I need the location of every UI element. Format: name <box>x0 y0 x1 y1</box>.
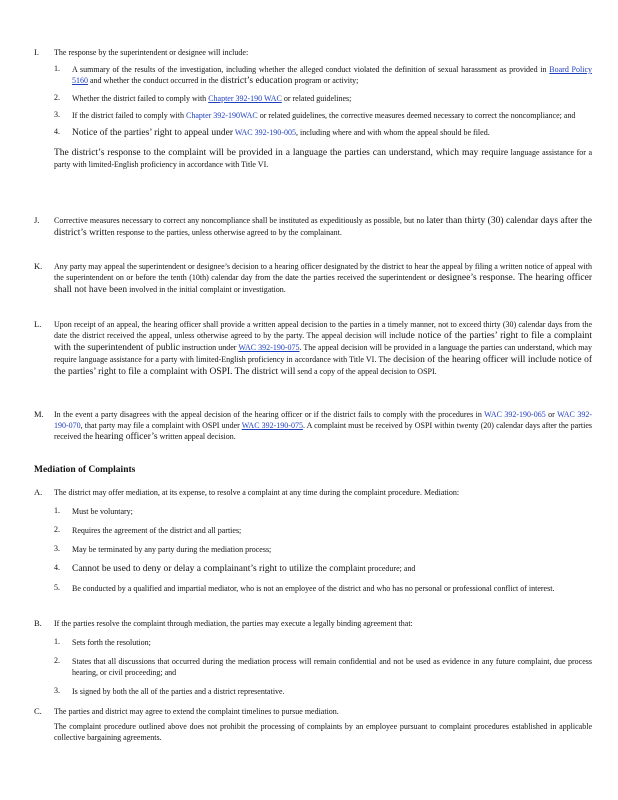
section-k <box>34 261 592 296</box>
section-text <box>54 706 592 743</box>
section-letter: M. <box>34 409 44 419</box>
text-run: If the district failed to comply with <box>72 111 186 120</box>
list-item <box>54 506 592 517</box>
section-text <box>54 409 592 443</box>
text-run: later than thirty (30) calendar days after the district’s writt <box>54 216 593 238</box>
section-letter: K. <box>34 261 43 271</box>
mediation-section-b <box>34 618 592 697</box>
text-run: esignee’s response. The hearing officer shall not have been <box>54 273 592 295</box>
section-letter: C. <box>34 706 42 716</box>
wac-reference: WAC 392-190-005 <box>233 128 296 137</box>
text-run: Cannot be used to deny or delay a complainant’s right to utilize the compla <box>72 564 358 574</box>
section-text <box>54 261 592 296</box>
text-run: A summary of the results of the investigation, including whether the alleged conduct violated the definition of sexual harassment as provided in <box>72 65 550 74</box>
item-text <box>72 127 592 139</box>
text-run: district’s education <box>220 76 293 86</box>
text-run: and whether the conduct occurred in the <box>88 76 221 85</box>
item-number: 3. <box>54 686 60 695</box>
wac-chapter-link[interactable]: Chapter 392-190 WAC <box>208 94 282 103</box>
list-item <box>54 544 592 555</box>
list-item <box>54 656 592 678</box>
list-item <box>54 637 592 648</box>
list-item <box>54 93 592 104</box>
mediation-section-c <box>34 706 592 743</box>
text-run: involved in the initial complaint or investigation. <box>127 285 286 294</box>
item-text: Is signed by both the all of the parties and a district representative. <box>72 687 285 696</box>
mediation-conditions <box>54 506 592 594</box>
text-run: The district’s response to the complaint will be provided in a language the parties can understand, which may require <box>54 148 509 158</box>
section-text: If the parties resolve the complaint through mediation, the parties may execute a legally binding agreement that: <box>54 619 413 628</box>
text-run: , including where and with whom the appeal should be filed. <box>295 128 490 137</box>
item-text: Must be voluntary; <box>72 507 133 516</box>
item-text: States that all discussions that occurred during the mediation process will remain confidential and not be used as evidence in any future complaint, due process hearing, or civil proceeding; and <box>72 657 592 677</box>
list-item <box>54 686 592 697</box>
text-run: send a copy of the appeal decision to OSPI. <box>295 367 437 376</box>
text-run: or related guidelines, the corrective measures deemed necessary to correct the noncompliance; and <box>257 111 576 120</box>
list-item <box>54 583 592 594</box>
text-run: int procedure; and <box>357 564 416 573</box>
item-text <box>72 93 592 104</box>
text-run: or <box>545 410 558 419</box>
item-text: Be conducted by a qualified and impartial mediator, who is not an employee of the district and who has no personal or professional conflict of interest. <box>72 584 555 593</box>
text-run: ude notice of the parties’ right to file a complaint with the superintendent of public <box>54 331 593 353</box>
text-run: . A complaint must be received by OSPI within twenty (20) calendar days after the parties received the <box>54 421 592 441</box>
item-number: 4. <box>54 563 60 572</box>
section-text: The district may offer mediation, at its expense, to resolve a complaint at any time during the complaint procedure. Mediation: <box>54 488 460 497</box>
section-letter: J. <box>34 215 40 225</box>
section-text <box>54 215 592 239</box>
item-text <box>72 64 592 87</box>
section-i <box>34 47 592 170</box>
text-run: language assistance for a party with limited-English proficiency in accordance with Title VI. <box>54 148 592 169</box>
language-note <box>54 147 592 170</box>
wac-reference: WAC 392-190-070 <box>54 410 592 430</box>
text-run: instruction under <box>179 343 239 352</box>
section-m <box>34 409 592 443</box>
response-items <box>54 64 592 139</box>
item-number: 1. <box>54 637 60 646</box>
list-item <box>54 110 592 121</box>
section-letter: B. <box>34 618 42 628</box>
list-item <box>54 127 592 139</box>
collective-bargaining-note: The complaint procedure outlined above does not prohibit the processing of complaints by an employee pursuant to complaint procedures established in applicable collective bargaining agreements. <box>54 722 592 742</box>
board-policy-link[interactable]: Board Policy 5160 <box>72 65 592 85</box>
wac-reference: WAC 392-190-065 <box>484 410 546 419</box>
wac-075-link[interactable]: WAC 392-190-075 <box>241 421 303 430</box>
section-j <box>34 215 592 239</box>
section-letter: L. <box>34 319 42 329</box>
list-item <box>54 64 592 87</box>
agreement-conditions <box>54 637 592 697</box>
list-item <box>54 525 592 536</box>
text-run: Corrective measures necessary to correct any noncompliance shall be instituted as expeditiously as possible, but no <box>54 216 425 225</box>
text-run: In the event a party disagrees with the appeal decision of the hearing officer or if the district fails to comply with the procedures in <box>54 410 485 419</box>
text-run: or related guidelines; <box>281 94 352 103</box>
item-text: Sets forth the resolution; <box>72 638 151 647</box>
list-item <box>54 563 592 575</box>
item-text <box>72 110 592 121</box>
section-l <box>34 319 592 378</box>
item-number: 2. <box>54 656 60 665</box>
text-run: Upon receipt of an appeal, the hearing officer shall provide a written appeal decision to the parties in a timely manner, not to exceed thirty (30) calendar days from the date the district received the appeal, unless otherwise agreed to by the party. The appeal decision will incl <box>54 320 592 340</box>
item-text <box>72 563 592 575</box>
section-letter: A. <box>34 487 43 497</box>
item-number: 1. <box>54 64 60 73</box>
text-run: decision of the hearing officer will include notice of the parties’ right to file a complaint with OSPI. The district will <box>54 355 592 377</box>
wac-075-link[interactable]: WAC 392-190-075 <box>238 343 300 352</box>
item-text: Requires the agreement of the district and all parties; <box>72 526 242 535</box>
text-run: program or activity; <box>292 76 359 85</box>
text-run: . The appeal decision will be provided in a language the parties can understand, which may require language assistance for a party with limited-English proficiency in accordance with Title VI. The <box>54 343 592 364</box>
text-run: hearing officer’s <box>94 432 158 442</box>
wac-reference: Chapter 392-190WAC <box>185 111 258 120</box>
text-run: written appeal decision. <box>157 432 236 441</box>
text-run: en response to the parties, unless otherwise agreed to by the complainant. <box>107 228 342 237</box>
text-run: Notice of the parties’ right to appeal under <box>72 128 233 138</box>
section-text <box>54 319 592 378</box>
mediation-section-a <box>34 487 592 594</box>
item-number: 3. <box>54 110 60 119</box>
item-number: 3. <box>54 544 60 553</box>
section-letter: I. <box>34 47 39 57</box>
item-text: May be terminated by any party during the mediation process; <box>72 545 272 554</box>
text-run: Whether the district failed to comply with <box>72 94 209 103</box>
mediation-heading: Mediation of Complaints <box>34 465 136 475</box>
section-intro: The response by the superintendent or designee will include: <box>54 48 249 57</box>
item-number: 4. <box>54 127 60 136</box>
text-run: The parties and district may agree to extend the complaint timelines to pursue mediation. <box>54 707 339 716</box>
item-number: 2. <box>54 93 60 102</box>
item-number: 2. <box>54 525 60 534</box>
text-run: Any party may appeal the superintendent or designee’s decision to a hearing officer designated by the district to hear the appeal by filing a written notice of appeal with the superintendent on or before the tenth (10th) calendar day from the date the parties received the superintendent or d <box>54 262 592 282</box>
text-run: , that party may file a complaint with OSPI under <box>80 421 242 430</box>
item-number: 5. <box>54 583 60 592</box>
item-number: 1. <box>54 506 60 515</box>
